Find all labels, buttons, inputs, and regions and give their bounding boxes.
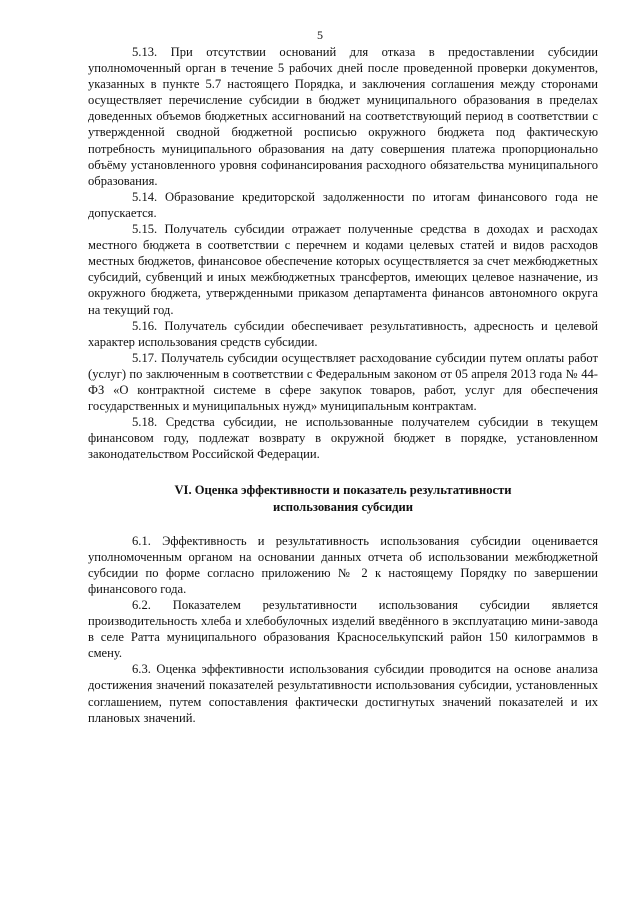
section-title bbox=[88, 482, 598, 514]
paragraph-5-14: 5.14. Образование кредиторской задолженности по итогам финансового года не допускается. bbox=[88, 189, 598, 220]
paragraph-6-1: 6.1. Эффективность и результативность использования субсидии оценивается уполномоченным органом на основании данных отчета об использовании межбюджетной субсидии по форме согласно приложению № 2 к настоящему Порядку по завершении финансового года. bbox=[88, 533, 598, 596]
section-title-line-2: использования субсидии bbox=[272, 499, 414, 514]
paragraph-5-15: 5.15. Получатель субсидии отражает полученные средства в доходах и расходах местного бюджета в соответствии с перечнем и кодами целевых статей и видов расходов местных бюджетов, финансовое обеспечение которых осуществляется за счет межбюджетных субсидий, субвенций и иных межбюджетных трансфертов, имеющих целевое назначение, из окружного бюджета, утвержденными приказом департамента финансов автономного округа на текущий год. bbox=[88, 222, 598, 317]
paragraph-6-2: 6.2. Показателем результативности использования субсидии является производительность хлеба и хлебобулочных изделий введённого в эксплуатацию мини-завода в селе Ратта муниципального образования Красноселькупский район 150 килограммов в смену. bbox=[88, 598, 598, 661]
page-number: 5 bbox=[317, 28, 323, 42]
paragraph-5-17: 5.17. Получатель субсидии осуществляет расходование субсидии путем оплаты работ (услуг) по заключенным в соответствии с Федеральным законом от 05 апреля 2013 года № 44-ФЗ «О контрактной системе в сфере закупок товаров, работ, услуг для обеспечения государственных и муниципальных нужд» муниципальным контрактам. bbox=[88, 350, 598, 414]
paragraph-5-18: 5.18. Средства субсидии, не использованные получателем субсидии в текущем финансовом году, подлежат возврату в окружной бюджет в порядке, установленном законодательством Российской Федерации. bbox=[88, 415, 598, 462]
paragraph-5-13: 5.13. При отсутствии оснований для отказа в предоставлении субсидии уполномоченный орган в течение 5 рабочих дней после проведенной проверки документов, указанных в пункте 5.7 настоящего Порядка, и заключения соглашения между сторонами осуществляет перечисление субсидии в бюджет муниципального образования в пределах доведенных объемов бюджетных ассигнований на соответствующий период в соответствии с утвержденной сводной бюджетной росписью окружного бюджета под фактическую потребность муниципального образования на дату совершения платежа пропорционально объёму установленного уровня софинансирования расходного обязательства муниципального образования. bbox=[88, 45, 598, 188]
document-body bbox=[88, 44, 598, 726]
paragraph-5-16: 5.16. Получатель субсидии обеспечивает результативность, адресность и целевой характер использования средств субсидии. bbox=[88, 318, 598, 349]
section-title-line-1: VI. Оценка эффективности и показатель результативности bbox=[174, 483, 512, 498]
paragraph-6-3: 6.3. Оценка эффективности использования субсидии проводится на основе анализа достижения значений показателей результативности использования субсидии, установленных соглашением, путем сопоставления фактически достигнутых значений показателей и их плановых значений. bbox=[88, 662, 598, 725]
